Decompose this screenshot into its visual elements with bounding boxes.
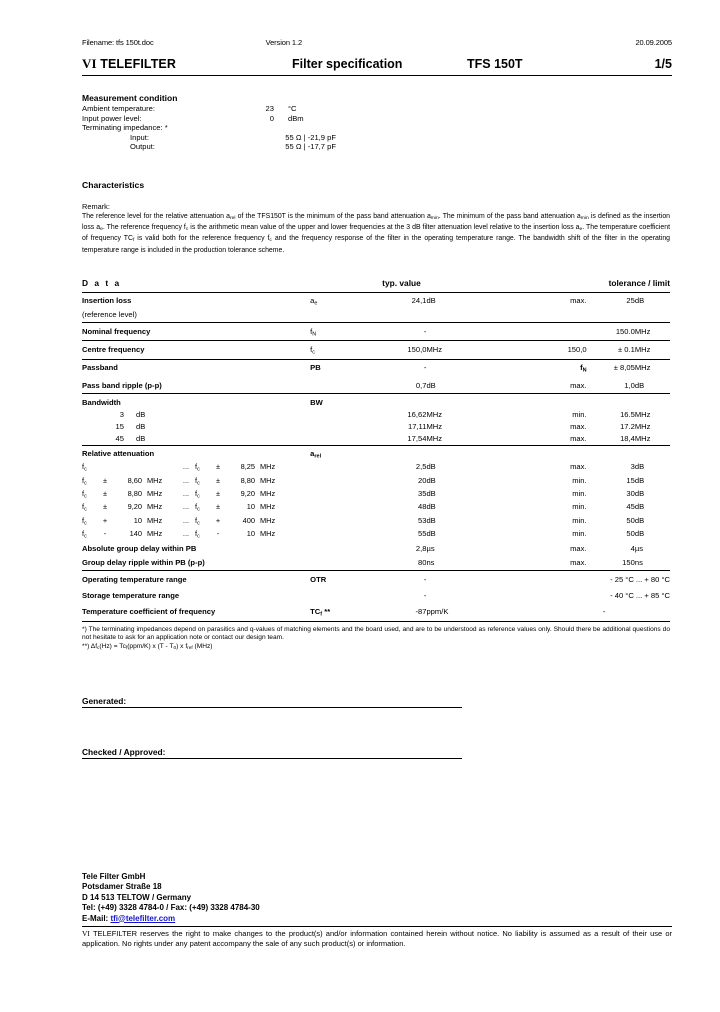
- att-limit-unit: dB: [634, 489, 645, 499]
- row-label-group-delay-ripple: Group delay ripple within PB (p-p): [82, 554, 310, 571]
- row-typ-value: 150,0: [378, 341, 426, 359]
- table-row: [82, 603, 670, 621]
- row-label-passband-ripple: Pass band ripple (p-p): [82, 377, 310, 394]
- freq-value: 9,20: [127, 502, 142, 512]
- date-text: 20.09.2005: [635, 38, 672, 47]
- col-header-data: D a t a: [82, 278, 310, 293]
- row-limit-unit: dB: [635, 377, 670, 394]
- attenuation-range: [82, 501, 378, 514]
- row-label-relative-attenuation: Relative attenuation: [82, 449, 155, 459]
- freq-unit: MHz: [147, 489, 163, 499]
- freq-value: 10: [133, 515, 142, 525]
- bw-level-45db: 45: [115, 433, 124, 443]
- table-row: [82, 420, 670, 432]
- attenuation-range: [82, 514, 378, 527]
- document-header-meta: [82, 38, 672, 47]
- freq-value: 10: [246, 502, 255, 512]
- row-typ-unit: [426, 359, 476, 377]
- freq-value: 8,80: [240, 475, 255, 485]
- impedance-output-label: Output:: [130, 142, 155, 152]
- table-row: [82, 292, 670, 310]
- row-symbol: $f_N$: [310, 323, 378, 341]
- att-limit-unit: dB: [634, 529, 645, 539]
- row-typ-value: -: [378, 323, 426, 341]
- range-ellipsis: ...: [182, 529, 190, 539]
- freq-op: ±: [102, 475, 108, 485]
- freq-symbol: $f_c$: [195, 475, 200, 487]
- row-label-absolute-group-delay: Absolute group delay within PB: [82, 543, 197, 553]
- table-row-relative-attenuation-header: [82, 445, 670, 461]
- page-title: Filter specification: [292, 57, 403, 71]
- freq-unit: MHz: [147, 475, 163, 485]
- table-row: [82, 377, 670, 394]
- checked-approved-signature-line[interactable]: Checked / Approved:: [82, 747, 462, 759]
- row-temperature-range: - 40 °C ... + 85 °C: [610, 590, 670, 600]
- filename-text: Filename: tfs 150t.doc: [82, 38, 154, 47]
- row-typ-value: 0,7: [378, 377, 426, 394]
- row-typ-unit: dB: [426, 377, 476, 394]
- freq-symbol: $f_c$: [82, 515, 87, 527]
- table-row: [82, 541, 670, 555]
- row-limit-unit: µs: [634, 543, 644, 553]
- table-row: [82, 461, 670, 474]
- ambient-temperature-value: 23: [265, 104, 274, 113]
- row-limit-value: 25: [626, 296, 635, 306]
- att-limit-value: 15: [626, 475, 635, 485]
- bw-level-unit: dB: [136, 421, 146, 431]
- disclaimer-brand: TELEFILTER: [92, 929, 137, 939]
- table-row: [82, 554, 670, 571]
- att-typ-value: 53: [417, 515, 427, 525]
- footnote-terminating-impedance: *) The terminating impedances depend on parasitics and q-values of matching elements and the board used, and are to be understood as reference values only. Should there be additional questions do not hesitate to ask for an application note or contact our design team.: [82, 625, 670, 642]
- row-temperature-range: - 25 °C ... + 80 °C: [610, 574, 670, 584]
- attenuation-range: [82, 474, 378, 487]
- freq-op: ±: [215, 462, 221, 472]
- freq-value: 400: [242, 515, 255, 525]
- col-header-typ: typ. value: [378, 278, 477, 293]
- bw-qualifier: max.: [570, 421, 587, 431]
- att-limit-value: 50: [626, 529, 635, 539]
- row-qualifier: max.: [538, 377, 586, 394]
- freq-symbol: $f_c$: [82, 475, 87, 487]
- impedance-output-value: 55 Ω | -17,7 pF: [285, 142, 336, 152]
- company-street: Potsdamer Straße 18: [82, 882, 162, 892]
- bw-typ-value: 17,11: [407, 421, 427, 431]
- row-limit-value: ± 0.1: [587, 341, 635, 359]
- att-limit-unit: dB: [634, 475, 645, 485]
- att-qualifier: min.: [572, 489, 587, 499]
- row-symbol: [310, 377, 378, 394]
- table-row: [82, 323, 670, 341]
- row-symbol-bw: BW: [310, 397, 323, 407]
- freq-symbol: $f_c$: [195, 502, 200, 513]
- freq-unit: MHz: [147, 502, 163, 512]
- freq-value: 8,80: [127, 489, 142, 499]
- freq-symbol: $f_c$: [195, 462, 200, 473]
- table-header-row: [82, 278, 670, 293]
- bw-limit-unit: MHz: [634, 421, 651, 431]
- input-power-label: Input power level:: [82, 113, 142, 123]
- row-label-operating-temperature: Operating temperature range: [82, 574, 187, 584]
- footer-divider: [82, 926, 672, 927]
- table-row: [82, 359, 670, 377]
- bw-typ-unit: MHz: [426, 432, 476, 445]
- att-limit-value: 50: [626, 515, 635, 525]
- remark-text: The reference level for the relative attenuation $a_{rel}$ of the TFS150T is the minimum of the pass band attenuation $a_{min}$. The minimum of the pass band attenuation $a_{min}$ is defined as the insertion loss $a_e$. The reference frequency $f_c$ is the arithmetic mean value of the upper and lower frequencies at the 3 dB filter attenuation level relative to the insertion loss $a_e$. The temperature coefficient of frequency $TC_f$ is valid both for the reference frequency $f_c$ and the frequency response of the filter in the operating temperature range. The bandwidth shift of the filter in the operating temperature range is included in the production tolerance scheme.: [82, 212, 670, 254]
- row-typ-value: 80: [378, 554, 426, 571]
- att-qualifier: min.: [572, 475, 587, 485]
- row-typ-value: -: [423, 363, 427, 373]
- freq-unit: MHz: [260, 502, 276, 512]
- row-symbol: OTR: [310, 574, 327, 584]
- row-label-passband: Passband: [82, 363, 118, 373]
- freq-op: ±: [215, 502, 221, 512]
- freq-op: -: [216, 529, 220, 539]
- row-limit-unit: ns: [635, 554, 670, 571]
- measurement-row: [82, 114, 672, 124]
- row-limit-unit: MHz: [635, 323, 670, 341]
- range-ellipsis: ...: [182, 475, 190, 485]
- table-row: [82, 408, 670, 420]
- impedance-input-label: Input:: [130, 132, 149, 142]
- att-limit-unit: dB: [634, 515, 645, 525]
- freq-symbol: $f_c$: [82, 502, 87, 513]
- att-qualifier: min.: [572, 529, 587, 539]
- freq-unit: MHz: [260, 475, 276, 485]
- row-qualifier: 150,0: [538, 341, 586, 359]
- freq-op: ±: [215, 475, 221, 485]
- att-typ-unit: dB: [426, 475, 436, 485]
- row-limit-unit: MHz: [635, 341, 670, 359]
- remark-label: Remark:: [82, 201, 110, 211]
- att-limit-value: 45: [626, 502, 635, 512]
- bw-qualifier: max.: [538, 432, 586, 445]
- table-row: [82, 474, 670, 487]
- att-typ-value: 48: [417, 502, 427, 512]
- logo-name: TELEFILTER: [100, 57, 176, 71]
- disclaimer-text: reserves the right to make changes to the product(s) and/or information contained herein without notice. No liability is assumed as a result of their use or application. No rights under any patent accompany the sale of any such product(s) or information.: [82, 929, 672, 949]
- legal-disclaimer: [82, 929, 672, 949]
- row-symbol: PB: [310, 363, 321, 373]
- bw-limit-value: 18,4: [587, 432, 635, 445]
- bw-limit-value: 16.5: [620, 409, 635, 419]
- company-name: Tele Filter GmbH: [82, 872, 146, 881]
- range-ellipsis: ...: [182, 515, 190, 525]
- attenuation-range: [82, 528, 378, 541]
- freq-unit: MHz: [260, 462, 276, 472]
- att-limit-unit: dB: [634, 502, 645, 512]
- range-ellipsis: ...: [182, 462, 190, 472]
- table-row: [82, 587, 670, 603]
- row-label-insertion-loss: Insertion loss: [82, 296, 132, 306]
- company-logo: [82, 56, 292, 72]
- freq-op: -: [103, 529, 107, 539]
- att-typ-unit: dB: [426, 462, 436, 472]
- table-row: [82, 514, 670, 527]
- table-row: [82, 432, 670, 445]
- row-limit-value: 150.0: [587, 323, 635, 341]
- header-divider: [82, 75, 672, 76]
- bw-limit-unit: MHz: [634, 409, 651, 419]
- bw-level-unit: dB: [136, 409, 146, 419]
- table-row-bandwidth-header: [82, 394, 670, 409]
- measurement-condition-heading: Measurement condition: [82, 93, 178, 103]
- specification-table: [82, 278, 670, 622]
- row-limit-value: 1,0: [587, 377, 635, 394]
- table-row: [82, 488, 670, 501]
- bw-level-3db: 3: [119, 409, 124, 419]
- bw-typ-unit: MHz: [426, 421, 443, 431]
- freq-value: 9,20: [240, 489, 255, 499]
- page-content: [82, 38, 672, 759]
- bw-limit-value: 17.2: [620, 421, 635, 431]
- bw-typ-unit: MHz: [426, 409, 443, 419]
- table-row: [82, 341, 670, 359]
- freq-value: 10: [246, 529, 255, 539]
- terminating-impedance-label: Terminating impedance: *: [82, 123, 168, 133]
- row-limit-unit: dB: [634, 296, 645, 306]
- row-qualifier: max.: [570, 543, 587, 553]
- ambient-temperature-unit: °C: [288, 104, 297, 113]
- att-limit-unit: dB: [634, 462, 645, 472]
- att-typ-unit: dB: [426, 515, 436, 525]
- characteristics-heading: Characteristics: [82, 179, 145, 190]
- row-temperature-range: -: [538, 603, 670, 621]
- freq-symbol: $f_c$: [82, 489, 87, 500]
- attenuation-range: [82, 461, 378, 474]
- bw-level-15db: 15: [115, 421, 124, 431]
- row-qualifier: $f_N$: [580, 363, 587, 374]
- att-typ-value: 55: [417, 529, 427, 539]
- version-text: Version 1.2: [265, 38, 303, 47]
- freq-unit: MHz: [260, 515, 276, 525]
- att-typ-unit: dB: [426, 529, 436, 539]
- input-power-unit: dBm: [288, 113, 304, 123]
- freq-value: 140: [129, 529, 142, 539]
- att-limit-value: 30: [626, 489, 635, 499]
- row-typ-unit: ns: [426, 554, 476, 571]
- table-row: [82, 501, 670, 514]
- attenuation-range: [82, 488, 378, 501]
- company-city: D 14 513 TELTOW / Germany: [82, 892, 192, 902]
- row-label-centre-frequency: Centre frequency: [82, 341, 310, 359]
- freq-symbol: $f_c$: [195, 529, 200, 540]
- freq-unit: MHz: [147, 529, 163, 539]
- table-row: [82, 571, 670, 588]
- row-symbol: $TC_f$ **: [310, 603, 378, 621]
- disclaimer-vi-mark: VI: [82, 929, 90, 939]
- row-symbol: $f_c$: [310, 341, 378, 359]
- email-label: E-Mail:: [82, 913, 109, 923]
- row-label-bandwidth: Bandwidth: [82, 397, 121, 407]
- freq-op: ±: [102, 489, 108, 499]
- row-limit-unit: MHz: [634, 363, 651, 373]
- freq-unit: MHz: [260, 489, 276, 499]
- measurement-row: [82, 123, 672, 133]
- measurement-row: [82, 142, 672, 152]
- row-qualifier: max.: [538, 554, 586, 571]
- row-typ-value: -: [423, 574, 427, 584]
- footnote-formula: **) $\Delta f_c(Hz) = Tc_f(ppm/K)$ x $(T - T_0)$ x $f_{ref}$ (MHz): [82, 643, 213, 652]
- att-typ-value: 35: [417, 489, 427, 499]
- bw-level-unit: dB: [136, 433, 146, 443]
- freq-op: ±: [102, 502, 108, 512]
- row-typ-unit: dB: [426, 296, 436, 306]
- row-label-storage-temperature: Storage temperature range: [82, 590, 180, 600]
- impedance-input-value: 55 Ω | -21,9 pF: [285, 132, 336, 142]
- row-typ-unit: µs: [426, 543, 435, 553]
- att-qualifier: min.: [572, 515, 587, 525]
- range-ellipsis: ...: [182, 502, 190, 512]
- att-typ-unit: dB: [426, 502, 436, 512]
- company-address: [82, 872, 672, 924]
- table-row-sub: [82, 310, 670, 323]
- input-power-value: 0: [269, 113, 274, 123]
- row-limit-value: 150: [587, 554, 635, 571]
- page-footer: [82, 872, 672, 949]
- logo-vi-mark: VI: [82, 56, 97, 71]
- row-qualifier: [538, 323, 586, 341]
- row-symbol: $a_e$: [310, 296, 318, 307]
- measurement-condition-list: [82, 104, 672, 152]
- freq-value: 8,60: [127, 475, 142, 485]
- att-typ-unit: dB: [426, 489, 436, 499]
- att-qualifier: min.: [572, 502, 587, 512]
- measurement-row: [82, 104, 672, 114]
- company-phone: Tel: (+49) 3328 4784-0 / Fax: (+49) 3328 4784-30: [82, 903, 260, 913]
- bw-qualifier: min.: [572, 409, 587, 419]
- freq-symbol: $f_c$: [195, 489, 200, 500]
- company-email-row: [82, 914, 672, 924]
- row-typ-unit: ppm/K: [426, 603, 476, 621]
- row-typ-value: -87: [378, 603, 426, 621]
- row-sublabel-reference-level: (reference level): [82, 310, 310, 323]
- row-limit-value: 4: [630, 543, 635, 553]
- freq-symbol: $f_c$: [82, 529, 87, 540]
- row-typ-unit: MHz: [426, 341, 476, 359]
- freq-op: +: [102, 515, 108, 525]
- row-label-nominal-frequency: Nominal frequency: [82, 323, 310, 341]
- col-header-tolerance: tolerance / limit: [538, 278, 670, 293]
- measurement-row: [82, 133, 672, 143]
- ambient-temperature-label: Ambient temperature:: [82, 104, 156, 113]
- bw-typ-value: 17,54: [378, 432, 426, 445]
- row-typ-value: 24,1: [411, 296, 427, 306]
- document-title-bar: [82, 56, 672, 72]
- part-number: TFS 150T: [467, 57, 523, 71]
- row-typ-value: -: [423, 590, 427, 600]
- row-typ-unit: [426, 323, 476, 341]
- att-typ-value: 20: [417, 475, 427, 485]
- freq-symbol: $f_c$: [195, 515, 200, 527]
- row-typ-value: 2,8: [415, 543, 427, 553]
- page-number: 1/5: [654, 57, 672, 71]
- att-typ-value: 2,5: [415, 462, 427, 472]
- row-limit-value: ± 8,05: [613, 363, 635, 373]
- range-ellipsis: ...: [182, 489, 190, 499]
- generated-signature-line[interactable]: Generated:: [82, 696, 462, 708]
- freq-value: 8,25: [240, 462, 255, 472]
- freq-op: +: [215, 515, 221, 525]
- freq-unit: MHz: [147, 515, 163, 525]
- table-row: [82, 528, 670, 541]
- bw-limit-unit: MHz: [635, 432, 670, 445]
- freq-unit: MHz: [260, 529, 276, 539]
- att-qualifier: max.: [570, 462, 587, 472]
- bw-typ-value: 16,62: [407, 409, 427, 419]
- freq-symbol: $f_c$: [82, 462, 87, 473]
- email-link[interactable]: tfi@telefilter.com: [110, 913, 176, 923]
- att-limit-value: 3: [630, 462, 635, 472]
- freq-op: ±: [215, 489, 221, 499]
- row-qualifier: max.: [570, 296, 587, 306]
- row-symbol-arel: $a_{rel}$: [310, 449, 322, 460]
- row-label-temperature-coefficient: Temperature coefficient of frequency: [82, 603, 310, 621]
